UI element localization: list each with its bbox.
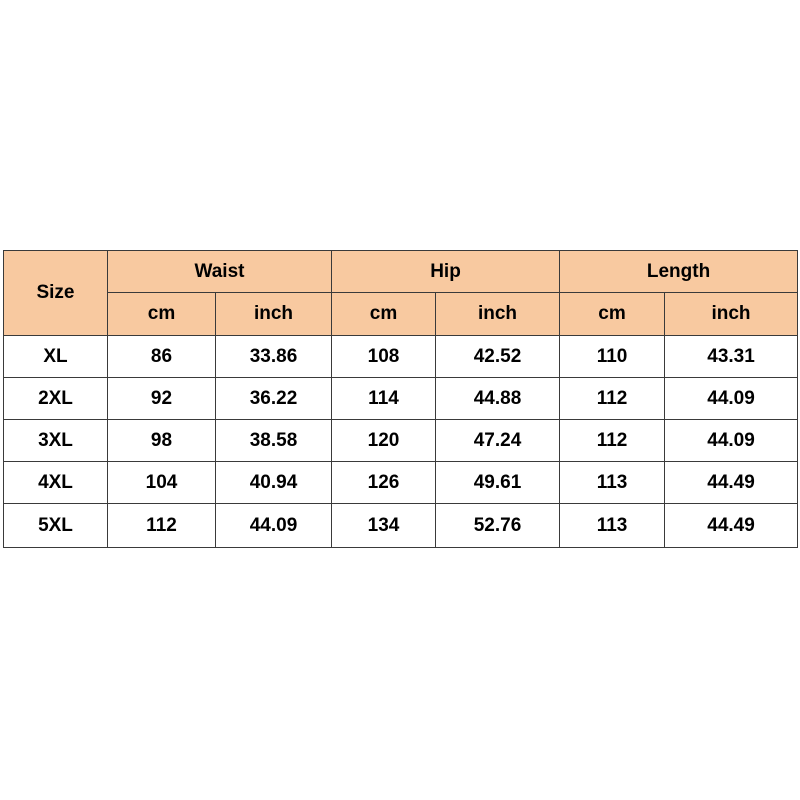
length-cm-cell: 112	[560, 420, 665, 462]
hip-header: Hip	[332, 251, 560, 293]
unit-header: inch	[216, 293, 332, 336]
hip-cm-cell: 126	[332, 462, 436, 504]
table-row	[4, 420, 798, 462]
waist-inch-cell: 40.94	[216, 462, 332, 504]
unit-header: inch	[665, 293, 798, 336]
hip-inch-cell: 52.76	[436, 504, 560, 548]
size-header: Size	[4, 251, 108, 336]
waist-inch-cell: 44.09	[216, 504, 332, 548]
unit-header: inch	[436, 293, 560, 336]
length-inch-cell: 44.09	[665, 378, 798, 420]
unit-header: cm	[332, 293, 436, 336]
size-cell: 2XL	[4, 378, 108, 420]
waist-cm-cell: 104	[108, 462, 216, 504]
waist-cm-cell: 98	[108, 420, 216, 462]
waist-cm-cell: 92	[108, 378, 216, 420]
table-row	[4, 462, 798, 504]
header-row-units	[4, 293, 798, 336]
length-cm-cell: 113	[560, 462, 665, 504]
length-inch-cell: 43.31	[665, 336, 798, 378]
table-row	[4, 336, 798, 378]
length-cm-cell: 113	[560, 504, 665, 548]
length-inch-cell: 44.49	[665, 462, 798, 504]
header-row-groups	[4, 251, 798, 293]
hip-cm-cell: 114	[332, 378, 436, 420]
length-cm-cell: 110	[560, 336, 665, 378]
hip-cm-cell: 120	[332, 420, 436, 462]
length-inch-cell: 44.49	[665, 504, 798, 548]
size-cell: 4XL	[4, 462, 108, 504]
length-header: Length	[560, 251, 798, 293]
size-cell: 5XL	[4, 504, 108, 548]
length-inch-cell: 44.09	[665, 420, 798, 462]
waist-inch-cell: 36.22	[216, 378, 332, 420]
hip-cm-cell: 108	[332, 336, 436, 378]
length-cm-cell: 112	[560, 378, 665, 420]
hip-cm-cell: 134	[332, 504, 436, 548]
hip-inch-cell: 49.61	[436, 462, 560, 504]
table-row	[4, 504, 798, 548]
waist-cm-cell: 86	[108, 336, 216, 378]
size-chart-table	[3, 250, 798, 548]
waist-header: Waist	[108, 251, 332, 293]
waist-inch-cell: 33.86	[216, 336, 332, 378]
table-row	[4, 378, 798, 420]
hip-inch-cell: 42.52	[436, 336, 560, 378]
hip-inch-cell: 47.24	[436, 420, 560, 462]
hip-inch-cell: 44.88	[436, 378, 560, 420]
waist-inch-cell: 38.58	[216, 420, 332, 462]
unit-header: cm	[108, 293, 216, 336]
size-cell: 3XL	[4, 420, 108, 462]
waist-cm-cell: 112	[108, 504, 216, 548]
unit-header: cm	[560, 293, 665, 336]
size-cell: XL	[4, 336, 108, 378]
